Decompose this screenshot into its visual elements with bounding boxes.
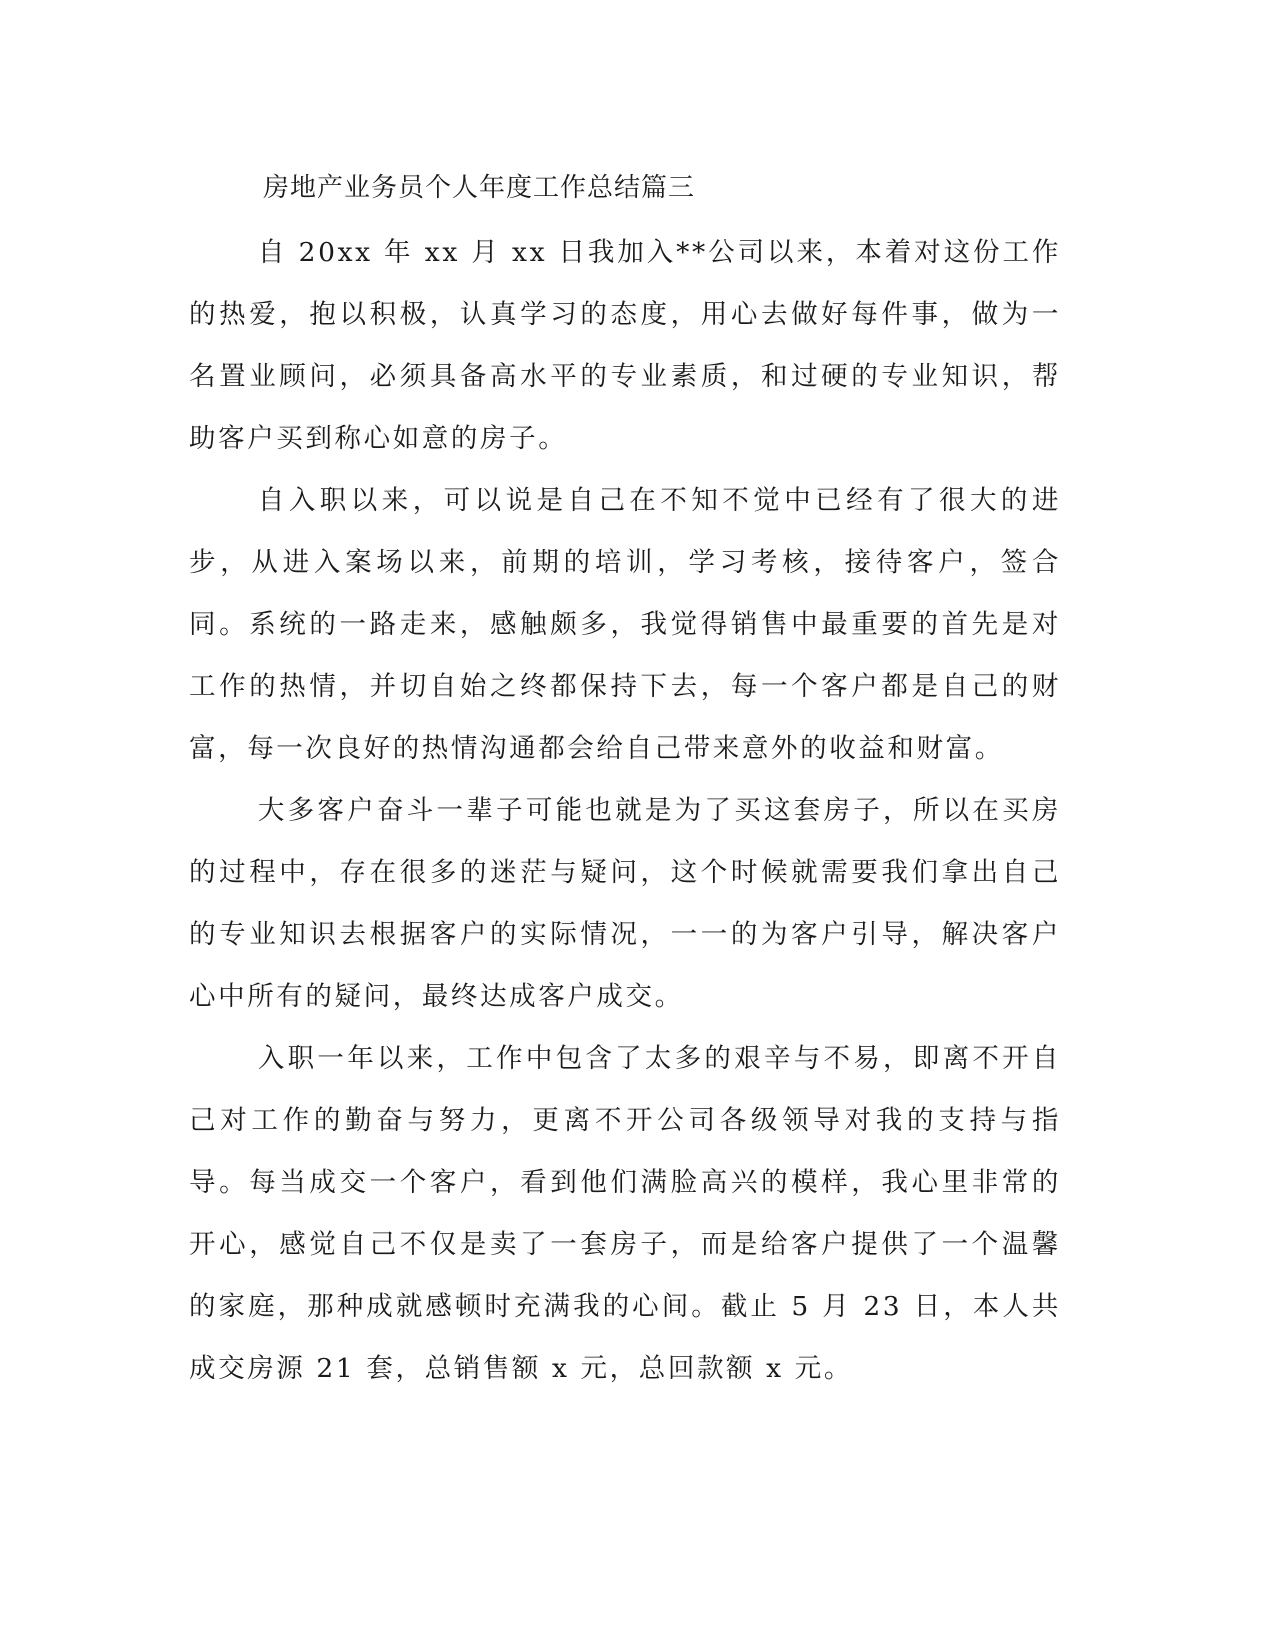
document-title: 房地产业务员个人年度工作总结篇三 [263,173,696,203]
paragraph-3: 大多客户奋斗一辈子可能也就是为了买这套房子，所以在买房的过程中，存在很多的迷茫与疑问，这个时候就需要我们拿出自己的专业知识去根据客户的实际情况，一一的为客户引导，解决客户心中所有的疑问，最终达成客户成交。 [189,795,1061,1012]
paragraph-1: 自 20xx 年 xx 月 xx 日我加入**公司以来，本着对这份工作的热爱，抱以积极，认真学习的态度，用心去做好每件事，做为一名置业顾问，必须具备高水平的专业素质，和过硬的专业知识，帮助客户买到称心如意的房子。 [189,237,1061,454]
document-body [189,222,1061,1400]
paragraph-4: 入职一年以来，工作中包含了太多的艰辛与不易，即离不开自己对工作的勤奋与努力，更离不开公司各级领导对我的支持与指导。每当成交一个客户，看到他们满脸高兴的模样，我心里非常的开心，感觉自己不仅是卖了一套房子，而是给客户提供了一个温馨的家庭，那种成就感顿时充满我的心间。截止 5 月 23 日，本人共成交房源 21 套，总销售额 x 元，总回款额 x 元。 [189,1043,1061,1384]
paragraph-2: 自入职以来，可以说是自己在不知不觉中已经有了很大的进步，从进入案场以来，前期的培训，学习考核，接待客户，签合同。系统的一路走来，感触颇多，我觉得销售中最重要的首先是对工作的热情，并切自始之终都保持下去，每一个客户都是自己的财富，每一次良好的热情沟通都会给自己带来意外的收益和财富。 [189,485,1061,764]
